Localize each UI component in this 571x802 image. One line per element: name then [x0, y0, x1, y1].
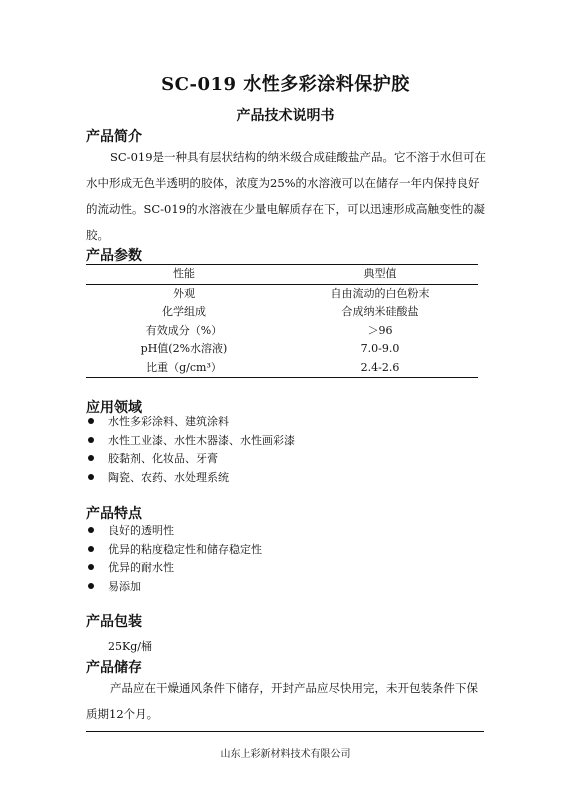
list-item	[86, 412, 295, 431]
list-item-text: 水性工业漆、水性木器漆、水性画彩漆	[108, 433, 295, 447]
bullet-icon	[88, 455, 94, 461]
params-col-typical: 典型值	[363, 267, 397, 280]
table-cell: 比重（g/cm³）	[146, 360, 222, 374]
table-cell: 自由流动的白色粉末	[330, 286, 430, 300]
list-item-text: 水性多彩涂料、建筑涂料	[108, 415, 229, 429]
bullet-icon	[88, 527, 94, 533]
intro-paragraph	[86, 144, 486, 248]
document-subtitle: 产品技术说明书	[236, 108, 335, 124]
list-item	[86, 558, 262, 577]
features-list	[86, 521, 262, 595]
list-item	[86, 468, 295, 487]
storage-heading: 产品储存	[86, 660, 142, 676]
list-item-text: 优异的粘度稳定性和储存稳定性	[108, 542, 262, 556]
list-item	[86, 431, 295, 450]
table-cell: 2.4-2.6	[360, 360, 400, 374]
packaging-text: 25Kg/桶	[108, 640, 152, 653]
footer-divider	[86, 731, 484, 732]
bullet-icon	[88, 437, 94, 443]
document-title: SC-019 水性多彩涂料保护胶	[161, 74, 410, 95]
features-heading: 产品特点	[86, 506, 142, 522]
packaging-heading: 产品包装	[86, 614, 142, 630]
list-item	[86, 449, 295, 468]
table-row	[86, 322, 478, 341]
params-heading: 产品参数	[86, 248, 142, 264]
table-row	[86, 303, 478, 322]
list-item	[86, 540, 262, 559]
footer-company: 山东上彩新材料技术有限公司	[220, 749, 351, 760]
bullet-icon	[88, 474, 94, 480]
bullet-icon	[88, 564, 94, 570]
table-row	[86, 340, 478, 359]
table-cell: 有效成分（%）	[145, 323, 223, 337]
intro-text: SC-019是一种具有层状结构的纳米级合成硅酸盐产品。它不溶于水但可在水中形成无色半透明的胶体，浓度为25%的水溶液可以在储存一年内保持良好的流动性。SC-019的水溶液在少量电解质存在下，可以迅速形成高触变性的凝胶。	[86, 150, 487, 242]
params-col-property: 性能	[173, 267, 195, 280]
table-cell: 7.0-9.0	[360, 342, 400, 355]
list-item-text: 胶黏剂、化妆品、牙膏	[108, 452, 218, 466]
bullet-icon	[88, 418, 94, 424]
table-row	[86, 359, 478, 378]
list-item-text: 陶瓷、农药、水处理系统	[108, 470, 229, 484]
list-item-text: 易添加	[108, 579, 141, 593]
list-item	[86, 577, 262, 596]
table-cell: 合成纳米硅酸盐	[341, 305, 419, 318]
table-cell: ＞96	[367, 323, 393, 337]
list-item	[86, 521, 262, 540]
list-item-text: 良好的透明性	[108, 524, 174, 538]
table-cell: 化学组成	[162, 305, 206, 318]
table-row	[86, 285, 478, 304]
params-table	[86, 264, 478, 378]
intro-heading: 产品简介	[86, 129, 142, 145]
applications-heading: 应用领域	[86, 400, 142, 416]
bullet-icon	[88, 546, 94, 552]
list-item-text: 优异的耐水性	[108, 561, 174, 575]
applications-list	[86, 412, 295, 486]
bullet-icon	[88, 583, 94, 589]
table-cell: 外观	[173, 286, 195, 300]
params-table-header	[86, 265, 478, 285]
table-cell: pH值(2%水溶液)	[140, 342, 228, 355]
storage-paragraph	[86, 675, 486, 727]
storage-text: 产品应在干燥通风条件下储存，开封产品应尽快用完，未开包装条件下保质期12个月。	[86, 681, 478, 721]
